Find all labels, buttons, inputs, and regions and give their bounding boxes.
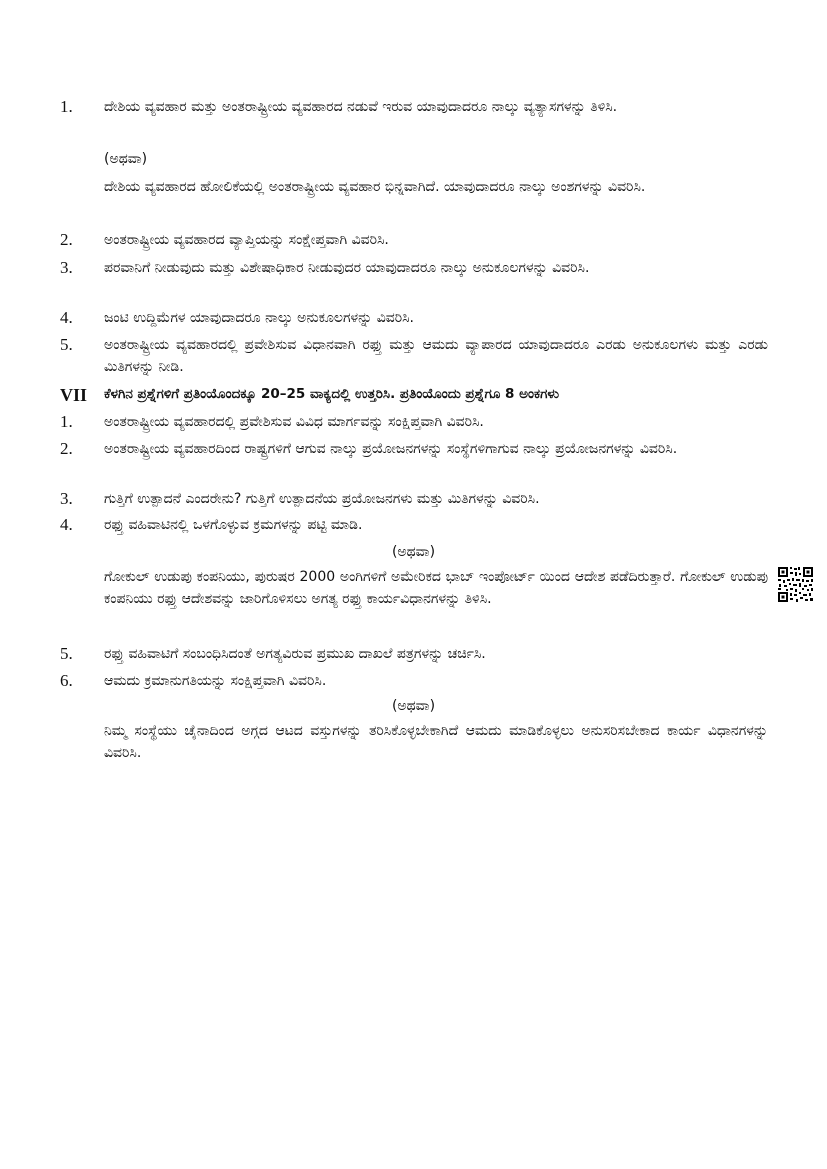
or-label: (ಅಥವಾ): [391, 544, 436, 560]
question-text: ಆಮದು ಕ್ರಮಾನುಗತಿಯನ್ನು ಸಂಕ್ಷಿಪ್ತವಾಗಿ ವಿವರಿಸಿ.: [104, 673, 327, 689]
question-number: 1.: [60, 97, 73, 116]
alternative-question-text: ಗೋಕುಲ್ ಉಡುಪು ಕಂಪನಿಯು, ಪುರುಷರ 2000 ಅಂಗಿಗಳಿಗೆ ಅಮೇರಿಕದ ಭಾಬ್ ಇಂಪೋರ್ಟ್ ಯಿಂದ ಆದೇಶ ಪಡೆದಿರುತ್ತಾರೆ. ಗೋಕುಲ್ ಉಡುಪು ಕಂಪನಿಯು ರಫ್ತು ಆದೇಶವನ್ನು ಜಾರಿಗೊಳಿಸಲು ಅಗತ್ಯ ರಫ್ತು ಕಾರ್ಯವಿಧಾನಗಳನ್ನು ತಿಳಿಸಿ.: [104, 569, 768, 607]
question-number: 2.: [60, 230, 73, 249]
or-label: (ಅಥವಾ): [104, 151, 148, 167]
question-number: 6.: [60, 671, 73, 690]
question-text: ಪರವಾನಿಗೆ ನೀಡುವುದು ಮತ್ತು ವಿಶೇಷಾಧಿಕಾರ ನೀಡುವುದರ ಯಾವುದಾದರೂ ನಾಲ್ಕು ಅನುಕೂಲಗಳನ್ನು ವಿವರಿಸಿ.: [104, 260, 590, 276]
question-number: 5.: [60, 644, 73, 663]
question-text: ದೇಶಿಯ ವ್ಯವಹಾರ ಮತ್ತು ಅಂತರಾಷ್ಟ್ರೀಯ ವ್ಯವಹಾರದ ನಡುವೆ ಇರುವ ಯಾವುದಾದರೂ ನಾಲ್ಕು ವ್ಯತ್ಯಾಸಗಳನ್ನು ತಿಳಿಸಿ.: [104, 99, 618, 115]
question-number: 3.: [60, 258, 73, 277]
question-text: ಅಂತರಾಷ್ಟ್ರೀಯ ವ್ಯವಹಾರದ ವ್ಯಾಪ್ತಿಯನ್ನು ಸಂಕ್ಷೇಪ್ತವಾಗಿ ವಿವರಿಸಿ.: [104, 232, 389, 248]
question-number: 4.: [60, 515, 73, 534]
or-label: (ಅಥವಾ): [391, 698, 436, 714]
question-number: 3.: [60, 489, 73, 508]
question-number: 1.: [60, 412, 73, 431]
section-heading: ಕೆಳಗಿನ ಪ್ರಶ್ನೆಗಳಿಗೆ ಪ್ರತಿಂಯೊಂದಕ್ಕೂ 20–25 ವಾಕ್ಯದಲ್ಲಿ ಉತ್ತರಿಸಿ. ಪ್ರತಿಂಯೊಂದು ಪ್ರಶ್ನೆಗೂ 8 ಅಂಕಗಳು: [104, 386, 560, 402]
question-text: ಗುತ್ತಿಗೆ ಉತ್ಪಾದನೆ ಎಂದರೇನು? ಗುತ್ತಿಗೆ ಉತ್ಪಾದನೆಯ ಪ್ರಯೋಜನಗಳು ಮತ್ತು ಮಿತಿಗಳನ್ನು ವಿವರಿಸಿ.: [104, 491, 540, 507]
question-text: ಅಂತರಾಷ್ಟ್ರೀಯ ವ್ಯವಹಾರದಿಂದ ರಾಷ್ಟ್ರಗಳಿಗೆ ಆಗುವ ನಾಲ್ಕು ಪ್ರಯೋಜನಗಳನ್ನು ಸಂಸ್ಥೆಗಳಿಗಾಗುವ ನಾಲ್ಕು ಪ್ರಯೋಜನಗಳನ್ನು ವಿವರಿಸಿ.: [104, 441, 678, 457]
alternative-question-text: ನಿಮ್ಮ ಸಂಸ್ಥೆಯು ಚೈನಾದಿಂದ ಅಗ್ಗದ ಆಟದ ವಸ್ತುಗಳನ್ನು ತರಿಸಿಕೊಳ್ಳಬೇಕಾಗಿದೆ ಆಮದು ಮಾಡಿಕೊಳ್ಳಲು ಅನುಸರಿಸಬೇಕಾದ ಕಾರ್ಯ ವಿಧಾನಗಳನ್ನು ವಿವರಿಸಿ.: [104, 723, 768, 761]
question-text: ರಫ್ತು ವಹಿವಾಟಿಗೆ ಸಂಬಂಧಿಸಿದಂತೆ ಅಗತ್ಯವಿರುವ ಪ್ರಮುಖ ದಾಖಲೆ ಪತ್ರಗಳನ್ನು ಚರ್ಚಿಸಿ.: [104, 646, 486, 662]
question-number: 5.: [60, 335, 73, 354]
question-number: 2.: [60, 439, 73, 458]
question-text: ಅಂತರಾಷ್ಟ್ರೀಯ ವ್ಯವಹಾರದಲ್ಲಿ ಪ್ರವೇಶಿಸುವ ವಿಧಾನವಾಗಿ ರಫ್ತು ಮತ್ತು ಆಮದು ವ್ಯಾಪಾರದ ಯಾವುದಾದರೂ ಎರಡು ಅನುಕೂಲಗಳು ಮತ್ತು ಎರಡು ಮಿತಿಗಳನ್ನು ನೀಡಿ.: [104, 337, 768, 375]
alternative-question-text: ದೇಶಿಯ ವ್ಯವಹಾರದ ಹೋಲಿಕೆಯಲ್ಲಿ ಅಂತರಾಷ್ಟ್ರೀಯ ವ್ಯವಹಾರ ಭಿನ್ನವಾಗಿದೆ. ಯಾವುದಾದರೂ ನಾಲ್ಕು ಅಂಶಗಳನ್ನು ವಿವರಿಸಿ.: [104, 179, 646, 195]
section-number: VII: [60, 385, 88, 405]
question-number: 4.: [60, 308, 73, 327]
question-text: ಜಂಟಿ ಉದ್ದಿಮೆಗಳ ಯಾವುದಾದರೂ ನಾಲ್ಕು ಅನುಕೂಲಗಳನ್ನು ವಿವರಿಸಿ.: [104, 310, 414, 326]
qr-code-icon: [777, 566, 814, 603]
question-text: ಅಂತರಾಷ್ಟ್ರೀಯ ವ್ಯವಹಾರದಲ್ಲಿ ಪ್ರವೇಶಿಸುವ ವಿವಿಧ ಮಾರ್ಗವನ್ನು ಸಂಕ್ಷಿಪ್ತವಾಗಿ ವಿವರಿಸಿ.: [104, 414, 484, 430]
question-text: ರಫ್ತು ವಹಿವಾಟಿನಲ್ಲಿ ಒಳಗೊಳ್ಳುವ ಕ್ರಮಗಳನ್ನು ಪಟ್ಟಿ ಮಾಡಿ.: [104, 517, 363, 533]
